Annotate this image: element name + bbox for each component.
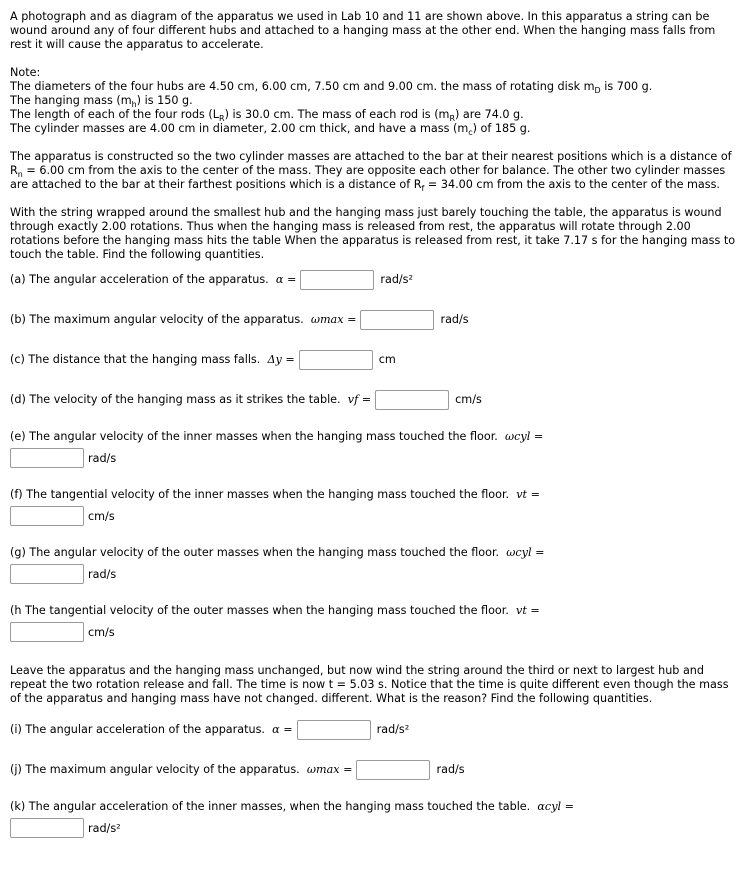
- question-a-text: (a) The angular acceleration of the apparatus.: [10, 273, 269, 286]
- question-g-text: (g) The angular velocity of the outer masses when the hanging mass touched the floor.: [10, 546, 500, 559]
- question-c-symbol: Δy =: [267, 353, 295, 366]
- question-a: [10, 270, 736, 290]
- answer-j-unit: rad/s: [436, 763, 465, 776]
- answer-k-unit: rad/s²: [88, 821, 121, 835]
- question-g-symbol: ωcyl =: [506, 546, 545, 559]
- answer-i-input[interactable]: [297, 720, 371, 740]
- answer-b-input[interactable]: [360, 310, 434, 330]
- question-i-text: (i) The angular acceleration of the apparatus.: [10, 723, 265, 736]
- note-section: [10, 66, 736, 136]
- question-k-text: (k) The angular acceleration of the inner masses, when the hanging mass touched the table.: [10, 800, 531, 813]
- construction-paragraph: The apparatus is constructed so the two cylinder masses are attached to the bar at their nearest positions which is a distance of $R_n = 6.00$ cm from the axis to the center of the mass. They are opposite each other for balance. The other two cylinder masses are attached to the bar at their farthest positions which is a distance of $R_f = 34.00$ cm from the axis to the center of the mass.: [10, 150, 732, 194]
- question-e-text: (e) The angular velocity of the inner masses when the hanging mass touched the floor.: [10, 430, 498, 443]
- question-f: [10, 488, 736, 526]
- question-i-symbol: α =: [272, 723, 293, 736]
- question-e: [10, 430, 736, 468]
- question-c: [10, 350, 736, 370]
- intro-paragraph: A photograph and as diagram of the apparatus we used in Lab 10 and 11 are shown above. In this apparatus a string can be wound around any of four different hubs and attached to a hanging mass at the other end. When the hanging mass falls from rest it will cause the apparatus to accelerate.: [10, 10, 716, 51]
- note-line-hubs: The diameters of the four hubs are 4.50 cm, 6.00 cm, 7.50 cm and 9.00 cm. the mass of rotating disk $m_D$ is 700 g.: [10, 80, 653, 96]
- question-k: [10, 800, 736, 838]
- answer-d-input[interactable]: [375, 390, 449, 410]
- answer-k-input[interactable]: [10, 818, 84, 838]
- answer-a-input[interactable]: [300, 270, 374, 290]
- answer-i-unit: rad/s²: [376, 723, 410, 736]
- answer-b-unit: rad/s: [440, 313, 469, 326]
- question-j: [10, 760, 736, 780]
- question-b-symbol: ωmax =: [310, 313, 357, 326]
- answer-c-unit: cm: [378, 353, 396, 366]
- question-j-symbol: ωmax =: [306, 763, 353, 776]
- question-c-text: (c) The distance that the hanging mass falls.: [10, 353, 261, 366]
- question-b: [10, 310, 736, 330]
- note-label: Note:: [10, 66, 41, 79]
- note-line-cylinders: The cylinder masses are 4.00 cm in diameter, 2.00 cm thick, and have a mass $(m_c)$ of 185 g.: [10, 122, 531, 138]
- question-e-symbol: ωcyl =: [505, 430, 544, 443]
- answer-h-input[interactable]: [10, 622, 84, 642]
- question-j-text: (j) The maximum angular velocity of the apparatus.: [10, 763, 300, 776]
- question-h: [10, 604, 736, 642]
- question-d-symbol: vf =: [347, 393, 372, 406]
- note-line-rods: The length of each of the four rods $(L_R)$ is 30.0 cm. The mass of each rod is $(m_R)$ are 74.0 g.: [10, 108, 524, 124]
- question-k-symbol: αcyl =: [537, 800, 575, 813]
- answer-g-input[interactable]: [10, 564, 84, 584]
- second-trial-paragraph: Leave the apparatus and the hanging mass unchanged, but now wind the string around the third or next to largest hub and repeat the two rotation release and fall. The time is now t = 5.03 s. Notice that the time is quite different even though the mass of the apparatus and hanging mass have not changed. different. What is the reason? Find the following quantities.: [10, 664, 729, 705]
- answer-h-unit: cm/s: [88, 625, 115, 639]
- question-d: [10, 390, 736, 410]
- question-h-text: (h The tangential velocity of the outer masses when the hanging mass touched the floor.: [10, 604, 509, 617]
- question-i: [10, 720, 736, 740]
- answer-c-input[interactable]: [299, 350, 373, 370]
- question-d-text: (d) The velocity of the hanging mass as it strikes the table.: [10, 393, 341, 406]
- question-a-symbol: α =: [275, 273, 297, 286]
- question-b-text: (b) The maximum angular velocity of the apparatus.: [10, 313, 304, 326]
- setup-paragraph: With the string wrapped around the smallest hub and the hanging mass just barely touching the table, the apparatus is wound through exactly 2.00 rotations. Thus when the hanging mass is released from rest, the apparatus will rotate through 2.00 rotations before the hanging mass hits the table When the apparatus is released from rest, it take 7.17 s for the hanging mass to touch the table. Find the following quantities.: [10, 206, 736, 261]
- answer-j-input[interactable]: [356, 760, 430, 780]
- answer-f-input[interactable]: [10, 506, 84, 526]
- answer-f-unit: cm/s: [88, 509, 115, 523]
- answer-g-unit: rad/s: [88, 567, 117, 581]
- answer-a-unit: rad/s²: [380, 273, 413, 286]
- question-f-text: (f) The tangential velocity of the inner masses when the hanging mass touched the floor.: [10, 488, 510, 501]
- answer-e-unit: rad/s: [88, 451, 117, 465]
- question-h-symbol: vt =: [516, 604, 540, 617]
- answer-d-unit: cm/s: [455, 393, 482, 406]
- note-line-hanging-mass: The hanging mass $(m_h)$ is 150 g.: [10, 94, 193, 110]
- question-f-symbol: vt =: [516, 488, 540, 501]
- answer-e-input[interactable]: [10, 448, 84, 468]
- question-g: [10, 546, 736, 584]
